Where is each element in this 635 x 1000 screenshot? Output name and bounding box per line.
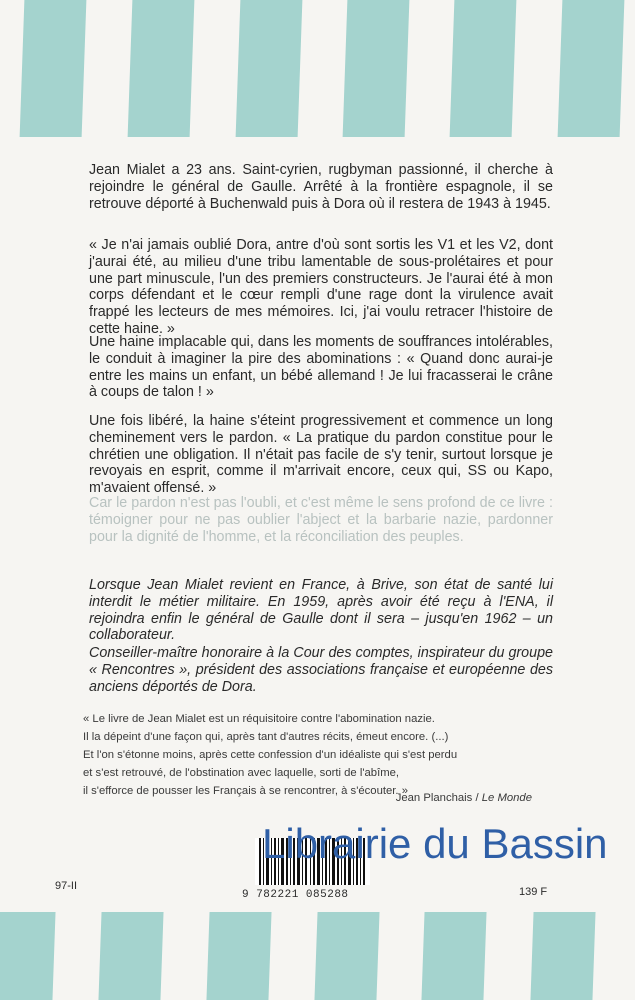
stripe: [314, 912, 379, 1000]
quote-line: « Le livre de Jean Mialet est un réquisitoire contre l'abomination nazie.: [83, 713, 435, 725]
paragraph-quote-dora: « Je n'ai jamais oublié Dora, antre d'où sont sortis les V1 et les V2, dont j'aurai été, au milieu d'une tribu lamentable de sous-prolétaires et pour une part minuscule, l'un des premiers constructeurs. Je l'aurai été à mon corps défendant et le cœur rempli d'une rage dont la virulence avait frappé les lecteurs de mes mémoires. Ici, j'ai voulu retracer l'histoire de cette haine. »: [89, 237, 553, 337]
price: 139 F: [519, 886, 548, 898]
stripe: [0, 912, 56, 1000]
stripe: [206, 912, 271, 1000]
stripe: [530, 912, 595, 1000]
stripe: [98, 912, 163, 1000]
paragraph-carriere: Lorsque Jean Mialet revient en France, à Brive, son état de santé lui interdit le métier militaire. En 1959, après avoir été reçu à l'ENA, il rejoindra enfin le général de Gaulle dont il sera – jusqu'en 1962 – un collaborateur.: [89, 577, 553, 644]
stripe: [558, 0, 625, 137]
press-quote: [83, 710, 553, 800]
quote-author: Jean Planchais /: [395, 792, 482, 804]
stripe: [421, 912, 486, 1000]
stripe: [450, 0, 517, 137]
catalog-code: 97-II: [55, 880, 78, 892]
bottom-stripe-band: [0, 912, 635, 1000]
bookstore-watermark: Librairie du Bassin: [262, 820, 608, 867]
stripe: [343, 0, 410, 137]
paragraph-haine: Une haine implacable qui, dans les moments de souffrances intolérables, le conduit à imaginer la pire des abominations : « Quand donc aurai-je entre les mains un enfant, un bébé allemand ! Je lui fracasserai le crâne à coups de talon ! »: [89, 334, 553, 401]
paragraph-pardon: Une fois libéré, la haine s'éteint progressivement et commence un long cheminement vers le pardon. « La pratique du pardon constitue pour le chrétien une obligation. Il n'était pas facile de s'y tenir, surtout lorsque je revoyais en esprit, comme il m'arrivait encore, ceux qui, SS ou Kapo, m'avaient offensé. »: [89, 413, 553, 497]
paragraph-intro: Jean Mialet a 23 ans. Saint-cyrien, rugbyman passionné, il cherche à rejoindre le général de Gaulle. Arrêté à la frontière espagnole, il se retrouve déporté à Buchenwald puis à Dora où il restera de 1943 à 1945.: [89, 162, 553, 212]
isbn-digits: 9 782221 085288: [242, 889, 349, 901]
stripe: [128, 0, 195, 137]
quote-line: Et l'on s'étonne moins, après cette confession d'un idéaliste qui s'est perdu: [83, 749, 458, 761]
top-stripe-band: [0, 0, 635, 137]
quote-line: Il la dépeint d'une façon qui, après tant d'autres récits, émeut encore. (...): [83, 731, 449, 743]
stripe: [236, 0, 303, 137]
quote-line: il s'efforce de pousser les Français à se rencontrer, à s'écouter. »: [83, 785, 408, 797]
quote-line: et s'est retrouvé, de l'obstination avec laquelle, sorti de l'abîme,: [83, 767, 400, 779]
paragraph-conseiller: Conseiller-maître honoraire à la Cour des comptes, inspirateur du groupe « Rencontres », président des associations française et européenne des anciens déportés de Dora.: [89, 645, 553, 695]
paragraph-oubli: Car le pardon n'est pas l'oubli, et c'est même le sens profond de ce livre : témoigner pour ne pas oublier l'abject et la barbarie nazie, pardonner pour la dignité de l'homme, et la réconciliation des peuples.: [89, 495, 553, 545]
quote-attribution: [396, 792, 532, 804]
quote-source: Le Monde: [481, 792, 532, 804]
stripe: [20, 0, 87, 137]
